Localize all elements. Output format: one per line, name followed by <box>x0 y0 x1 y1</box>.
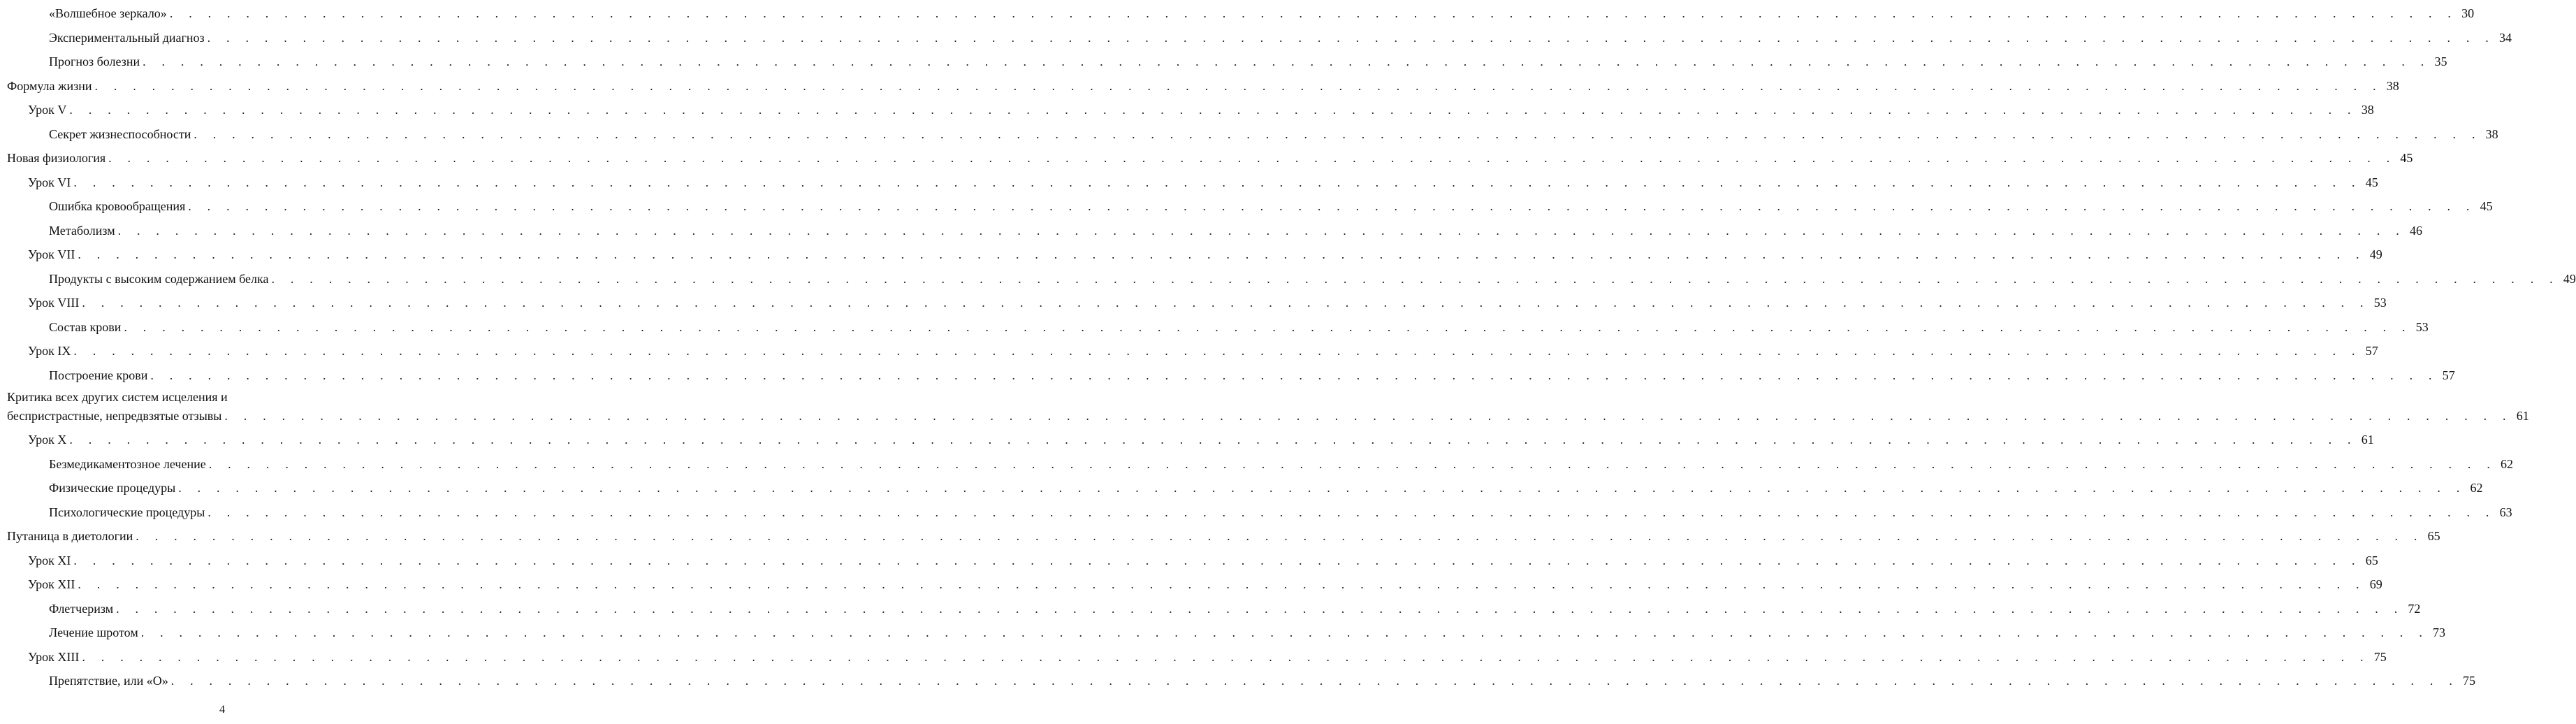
toc-entry[interactable] <box>0 194 2493 219</box>
toc-entry-title: Урок VI <box>28 171 73 195</box>
toc-entry-page: 72 <box>2408 601 2421 616</box>
toc-entry[interactable] <box>0 476 2483 500</box>
toc-entry-page: 38 <box>2386 78 2399 93</box>
toc-entry[interactable] <box>0 452 2514 477</box>
toc-entry-title: Путаница в диетологии <box>7 524 136 549</box>
toc-entry-title: Физические процедуры <box>49 476 178 500</box>
dot-leader: . . . . . . . . . . . . . . . . . . . . . . . . . . . . . . . . . . . . . . . . . . . . . . . . . . . . . . . . . . . . . . . . . . . . . . . . . . . . . . . . . . . . . . . . . . . . . . . . . . . . . . . . . . . . . . . . . . . . . . . . <box>73 175 2362 189</box>
toc-entry-title: Урок XIII <box>28 645 82 669</box>
dot-leader: . . . . . . . . . . . . . . . . . . . . . . . . . . . . . . . . . . . . . . . . . . . . . . . . . . . . . . . . . . . . . . . . . . . . . . . . . . . . . . . . . . . . . . . . . . . . . . . . . . . . . . . . . . . . . . . . . . . . . . . . <box>69 103 2357 117</box>
dot-leader: . . . . . . . . . . . . . . . . . . . . . . . . . . . . . . . . . . . . . . . . . . . . . . . . . . . . . . . . . . . . . . . . . . . . . . . . . . . . . . . . . . . . . . . . . . . . . . . . . . . . . . . . . . . . . . . . . . . . . . . . <box>108 151 2396 165</box>
toc-entry[interactable] <box>0 98 2374 122</box>
toc-entry-page: 62 <box>2470 481 2483 495</box>
toc-entry-page: 38 <box>2361 103 2374 117</box>
toc-entry-page: 65 <box>2365 553 2378 567</box>
dot-leader: . . . . . . . . . . . . . . . . . . . . . . . . . . . . . . . . . . . . . . . . . . . . . . . . . . . . . . . . . . . . . . . . . . . . . . . . . . . . . . . . . . . . . . . . . . . . . . . . . . . . . . . . . . . . . . . . . . . . . . . . <box>170 674 2459 688</box>
dot-leader: . . . . . . . . . . . . . . . . . . . . . . . . . . . . . . . . . . . . . . . . . . . . . . . . . . . . . . . . . . . . . . . . . . . . . . . . . . . . . . . . . . . . . . . . . . . . . . . . . . . . . . . . . . . . . . . . . . . . . . . . <box>178 481 2466 495</box>
dot-leader: . . . . . . . . . . . . . . . . . . . . . . . . . . . . . . . . . . . . . . . . . . . . . . . . . . . . . . . . . . . . . . . . . . . . . . . . . . . . . . . . . . . . . . . . . . . . . . . . . . . . . . . . . . . . . . . . . . . . . . . . <box>208 456 2497 471</box>
dot-leader: . . . . . . . . . . . . . . . . . . . . . . . . . . . . . . . . . . . . . . . . . . . . . . . . . . . . . . . . . . . . . . . . . . . . . . . . . . . . . . . . . . . . . . . . . . . . . . . . . . . . . . . . . . . . . . . . . . . . . . . . <box>136 529 2424 543</box>
toc-entry-page: 62 <box>2501 456 2514 471</box>
toc-entry-title: «Волшебное зеркало» <box>49 1 170 26</box>
toc-entry-title: Урок XII <box>28 572 78 597</box>
toc-entry-title: Ошибка кровообращения <box>49 194 188 219</box>
toc-entry-title: Секрет жизнеспособности <box>49 122 194 147</box>
toc-entry[interactable] <box>0 621 2446 645</box>
toc-entry-title: Психологические процедуры <box>49 500 208 525</box>
toc-entry-page: 45 <box>2400 151 2413 165</box>
toc-entry[interactable] <box>0 50 2447 74</box>
toc-entry-page: 49 <box>2563 271 2576 286</box>
dot-leader: . . . . . . . . . . . . . . . . . . . . . . . . . . . . . . . . . . . . . . . . . . . . . . . . . . . . . . . . . . . . . . . . . . . . . . . . . . . . . . . . . . . . . . . . . . . . . . . . . . . . . . . . . . . . . . . . . . . . . . . . <box>271 271 2559 286</box>
dot-leader: . . . . . . . . . . . . . . . . . . . . . . . . . . . . . . . . . . . . . . . . . . . . . . . . . . . . . . . . . . . . . . . . . . . . . . . . . . . . . . . . . . . . . . . . . . . . . . . . . . . . . . . . . . . . . . . . . . . . . . . . <box>116 601 2404 616</box>
toc-entry[interactable] <box>0 597 2421 621</box>
toc-entry-page: 38 <box>2485 126 2498 141</box>
toc-entry-title: Метаболизм <box>49 219 118 243</box>
dot-leader: . . . . . . . . . . . . . . . . . . . . . . . . . . . . . . . . . . . . . . . . . . . . . . . . . . . . . . . . . . . . . . . . . . . . . . . . . . . . . . . . . . . . . . . . . . . . . . . . . . . . . . . . . . . . . . . . . . . . . . . . <box>82 296 2370 310</box>
toc-entry[interactable] <box>0 171 2378 195</box>
toc-entry-page: 63 <box>2499 505 2512 519</box>
toc-entry-title: Построение крови <box>49 363 150 388</box>
dot-leader: . . . . . . . . . . . . . . . . . . . . . . . . . . . . . . . . . . . . . . . . . . . . . . . . . . . . . . . . . . . . . . . . . . . . . . . . . . . . . . . . . . . . . . . . . . . . . . . . . . . . . . . . . . . . . . . . . . . . . . . . <box>140 625 2429 639</box>
toc-entry[interactable] <box>0 549 2378 573</box>
toc-entry[interactable] <box>0 363 2455 388</box>
toc-entry-page: 30 <box>2461 6 2475 20</box>
toc-entry-page: 49 <box>2369 247 2382 261</box>
toc-entry-title: Состав крови <box>49 315 124 340</box>
toc-entry-title: Прогноз болезни <box>49 50 143 74</box>
dot-leader: . . . . . . . . . . . . . . . . . . . . . . . . . . . . . . . . . . . . . . . . . . . . . . . . . . . . . . . . . . . . . . . . . . . . . . . . . . . . . . . . . . . . . . . . . . . . . . . . . . . . . . . . . . . . . . . . . . . . . . . . <box>143 55 2431 68</box>
toc-entry-title: Флетчеризм <box>49 597 116 621</box>
toc-entry-title: Новая физиология <box>7 146 108 171</box>
toc-entry-title: Урок V <box>28 98 69 122</box>
toc-entry[interactable] <box>0 339 2378 363</box>
toc-entry[interactable] <box>0 387 2529 428</box>
toc-entry-title: Продукты с высоким содержанием белка <box>49 267 272 291</box>
toc-entry[interactable] <box>0 291 2387 315</box>
toc-entry-page: 46 <box>2409 223 2422 238</box>
toc-entry[interactable] <box>0 146 2413 171</box>
toc-entry[interactable] <box>0 74 2399 99</box>
toc-entry[interactable] <box>0 524 2440 549</box>
toc-entry-title: Безмедикаментозное лечение <box>49 452 209 477</box>
toc-entry[interactable] <box>0 669 2476 693</box>
dot-leader: . . . . . . . . . . . . . . . . . . . . . . . . . . . . . . . . . . . . . . . . . . . . . . . . . . . . . . . . . . . . . . . . . . . . . . . . . . . . . . . . . . . . . . . . . . . . . . . . . . . . . . . . . . . . . . . . . . . . . . . . <box>207 30 2495 45</box>
toc-entry-page: 53 <box>2415 319 2429 334</box>
toc-entry-page: 69 <box>2369 577 2382 591</box>
dot-leader: . . . . . . . . . . . . . . . . . . . . . . . . . . . . . . . . . . . . . . . . . . . . . . . . . . . . . . . . . . . . . . . . . . . . . . . . . . . . . . . . . . . . . . . . . . . . . . . . . . . . . . . . . . . . . . . . . . . . . . . . <box>78 247 2366 261</box>
toc-entry-title: Урок VII <box>28 242 78 267</box>
toc-entry-page: 65 <box>2427 529 2440 543</box>
toc-entry-page: 75 <box>2463 674 2476 688</box>
dot-leader: . . . . . . . . . . . . . . . . . . . . . . . . . . . . . . . . . . . . . . . . . . . . . . . . . . . . . . . . . . . . . . . . . . . . . . . . . . . . . . . . . . . . . . . . . . . . . . . . . . . . . . . . . . . . . . . . . . . . . . . . <box>224 409 2512 423</box>
toc-entry[interactable] <box>0 500 2512 525</box>
dot-leader: . . . . . . . . . . . . . . . . . . . . . . . . . . . . . . . . . . . . . . . . . . . . . . . . . . . . . . . . . . . . . . . . . . . . . . . . . . . . . . . . . . . . . . . . . . . . . . . . . . . . . . . . . . . . . . . . . . . . . . . . <box>94 78 2382 93</box>
toc-entry-page: 57 <box>2442 368 2455 382</box>
toc-entry-page: 61 <box>2516 409 2529 423</box>
toc-entry[interactable] <box>0 645 2387 669</box>
dot-leader: . . . . . . . . . . . . . . . . . . . . . . . . . . . . . . . . . . . . . . . . . . . . . . . . . . . . . . . . . . . . . . . . . . . . . . . . . . . . . . . . . . . . . . . . . . . . . . . . . . . . . . . . . . . . . . . . . . . . . . . . <box>124 319 2412 334</box>
toc-entry[interactable] <box>0 219 2422 243</box>
toc-entry-page: 57 <box>2365 344 2378 358</box>
dot-leader: . . . . . . . . . . . . . . . . . . . . . . . . . . . . . . . . . . . . . . . . . . . . . . . . . . . . . . . . . . . . . . . . . . . . . . . . . . . . . . . . . . . . . . . . . . . . . . . . . . . . . . . . . . . . . . . . . . . . . . . . <box>194 126 2482 141</box>
toc-entry[interactable] <box>0 428 2374 452</box>
table-of-contents <box>0 1 2576 693</box>
toc-entry-title: Формула жизни <box>7 74 94 99</box>
toc-entry[interactable] <box>0 572 2382 597</box>
dot-leader: . . . . . . . . . . . . . . . . . . . . . . . . . . . . . . . . . . . . . . . . . . . . . . . . . . . . . . . . . . . . . . . . . . . . . . . . . . . . . . . . . . . . . . . . . . . . . . . . . . . . . . . . . . . . . . . . . . . . . . . . <box>150 368 2438 382</box>
toc-entry[interactable] <box>0 267 2576 291</box>
dot-leader: . . . . . . . . . . . . . . . . . . . . . . . . . . . . . . . . . . . . . . . . . . . . . . . . . . . . . . . . . . . . . . . . . . . . . . . . . . . . . . . . . . . . . . . . . . . . . . . . . . . . . . . . . . . . . . . . . . . . . . . . <box>78 577 2366 591</box>
toc-entry-title: Урок IX <box>28 339 73 363</box>
toc-entry-page: 45 <box>2365 175 2378 189</box>
dot-leader: . . . . . . . . . . . . . . . . . . . . . . . . . . . . . . . . . . . . . . . . . . . . . . . . . . . . . . . . . . . . . . . . . . . . . . . . . . . . . . . . . . . . . . . . . . . . . . . . . . . . . . . . . . . . . . . . . . . . . . . . <box>188 199 2476 213</box>
toc-entry-title: беспристрастные, непредвзятые отзывы <box>7 405 224 428</box>
dot-leader: . . . . . . . . . . . . . . . . . . . . . . . . . . . . . . . . . . . . . . . . . . . . . . . . . . . . . . . . . . . . . . . . . . . . . . . . . . . . . . . . . . . . . . . . . . . . . . . . . . . . . . . . . . . . . . . . . . . . . . . . <box>208 505 2496 519</box>
toc-entry[interactable] <box>0 315 2429 340</box>
toc-entry-title: Урок X <box>28 428 69 452</box>
page-number: 4 <box>219 704 225 716</box>
dot-leader: . . . . . . . . . . . . . . . . . . . . . . . . . . . . . . . . . . . . . . . . . . . . . . . . . . . . . . . . . . . . . . . . . . . . . . . . . . . . . . . . . . . . . . . . . . . . . . . . . . . . . . . . . . . . . . . . . . . . . . . . <box>73 344 2362 358</box>
toc-entry[interactable] <box>0 1 2475 26</box>
toc-entry-title: Препятствие, или «О» <box>49 669 171 693</box>
toc-entry-title-line1: Критика всех других систем исцеления и <box>7 390 228 404</box>
dot-leader: . . . . . . . . . . . . . . . . . . . . . . . . . . . . . . . . . . . . . . . . . . . . . . . . . . . . . . . . . . . . . . . . . . . . . . . . . . . . . . . . . . . . . . . . . . . . . . . . . . . . . . . . . . . . . . . . . . . . . . . . <box>69 433 2357 447</box>
dot-leader: . . . . . . . . . . . . . . . . . . . . . . . . . . . . . . . . . . . . . . . . . . . . . . . . . . . . . . . . . . . . . . . . . . . . . . . . . . . . . . . . . . . . . . . . . . . . . . . . . . . . . . . . . . . . . . . . . . . . . . . . <box>169 6 2458 20</box>
toc-entry[interactable] <box>0 26 2512 50</box>
dot-leader: . . . . . . . . . . . . . . . . . . . . . . . . . . . . . . . . . . . . . . . . . . . . . . . . . . . . . . . . . . . . . . . . . . . . . . . . . . . . . . . . . . . . . . . . . . . . . . . . . . . . . . . . . . . . . . . . . . . . . . . . <box>73 553 2362 567</box>
toc-entry-page: 34 <box>2498 30 2512 45</box>
toc-entry-page: 75 <box>2373 649 2387 664</box>
toc-entry-title: Урок VIII <box>28 291 82 315</box>
toc-entry-title: Экспериментальный диагноз <box>49 26 208 50</box>
dot-leader: . . . . . . . . . . . . . . . . . . . . . . . . . . . . . . . . . . . . . . . . . . . . . . . . . . . . . . . . . . . . . . . . . . . . . . . . . . . . . . . . . . . . . . . . . . . . . . . . . . . . . . . . . . . . . . . . . . . . . . . . <box>117 223 2406 238</box>
toc-entry-title: Урок XI <box>28 549 73 573</box>
toc-entry[interactable] <box>0 122 2498 147</box>
toc-entry-page: 45 <box>2480 199 2493 213</box>
toc-entry-page: 53 <box>2373 296 2387 310</box>
toc-entry-page: 73 <box>2433 625 2446 639</box>
toc-entry-page: 61 <box>2361 433 2374 447</box>
toc-entry-title: Лечение шротом <box>49 621 141 645</box>
toc-entry[interactable] <box>0 242 2382 267</box>
dot-leader: . . . . . . . . . . . . . . . . . . . . . . . . . . . . . . . . . . . . . . . . . . . . . . . . . . . . . . . . . . . . . . . . . . . . . . . . . . . . . . . . . . . . . . . . . . . . . . . . . . . . . . . . . . . . . . . . . . . . . . . . <box>82 649 2370 664</box>
toc-entry-page: 35 <box>2434 55 2447 68</box>
